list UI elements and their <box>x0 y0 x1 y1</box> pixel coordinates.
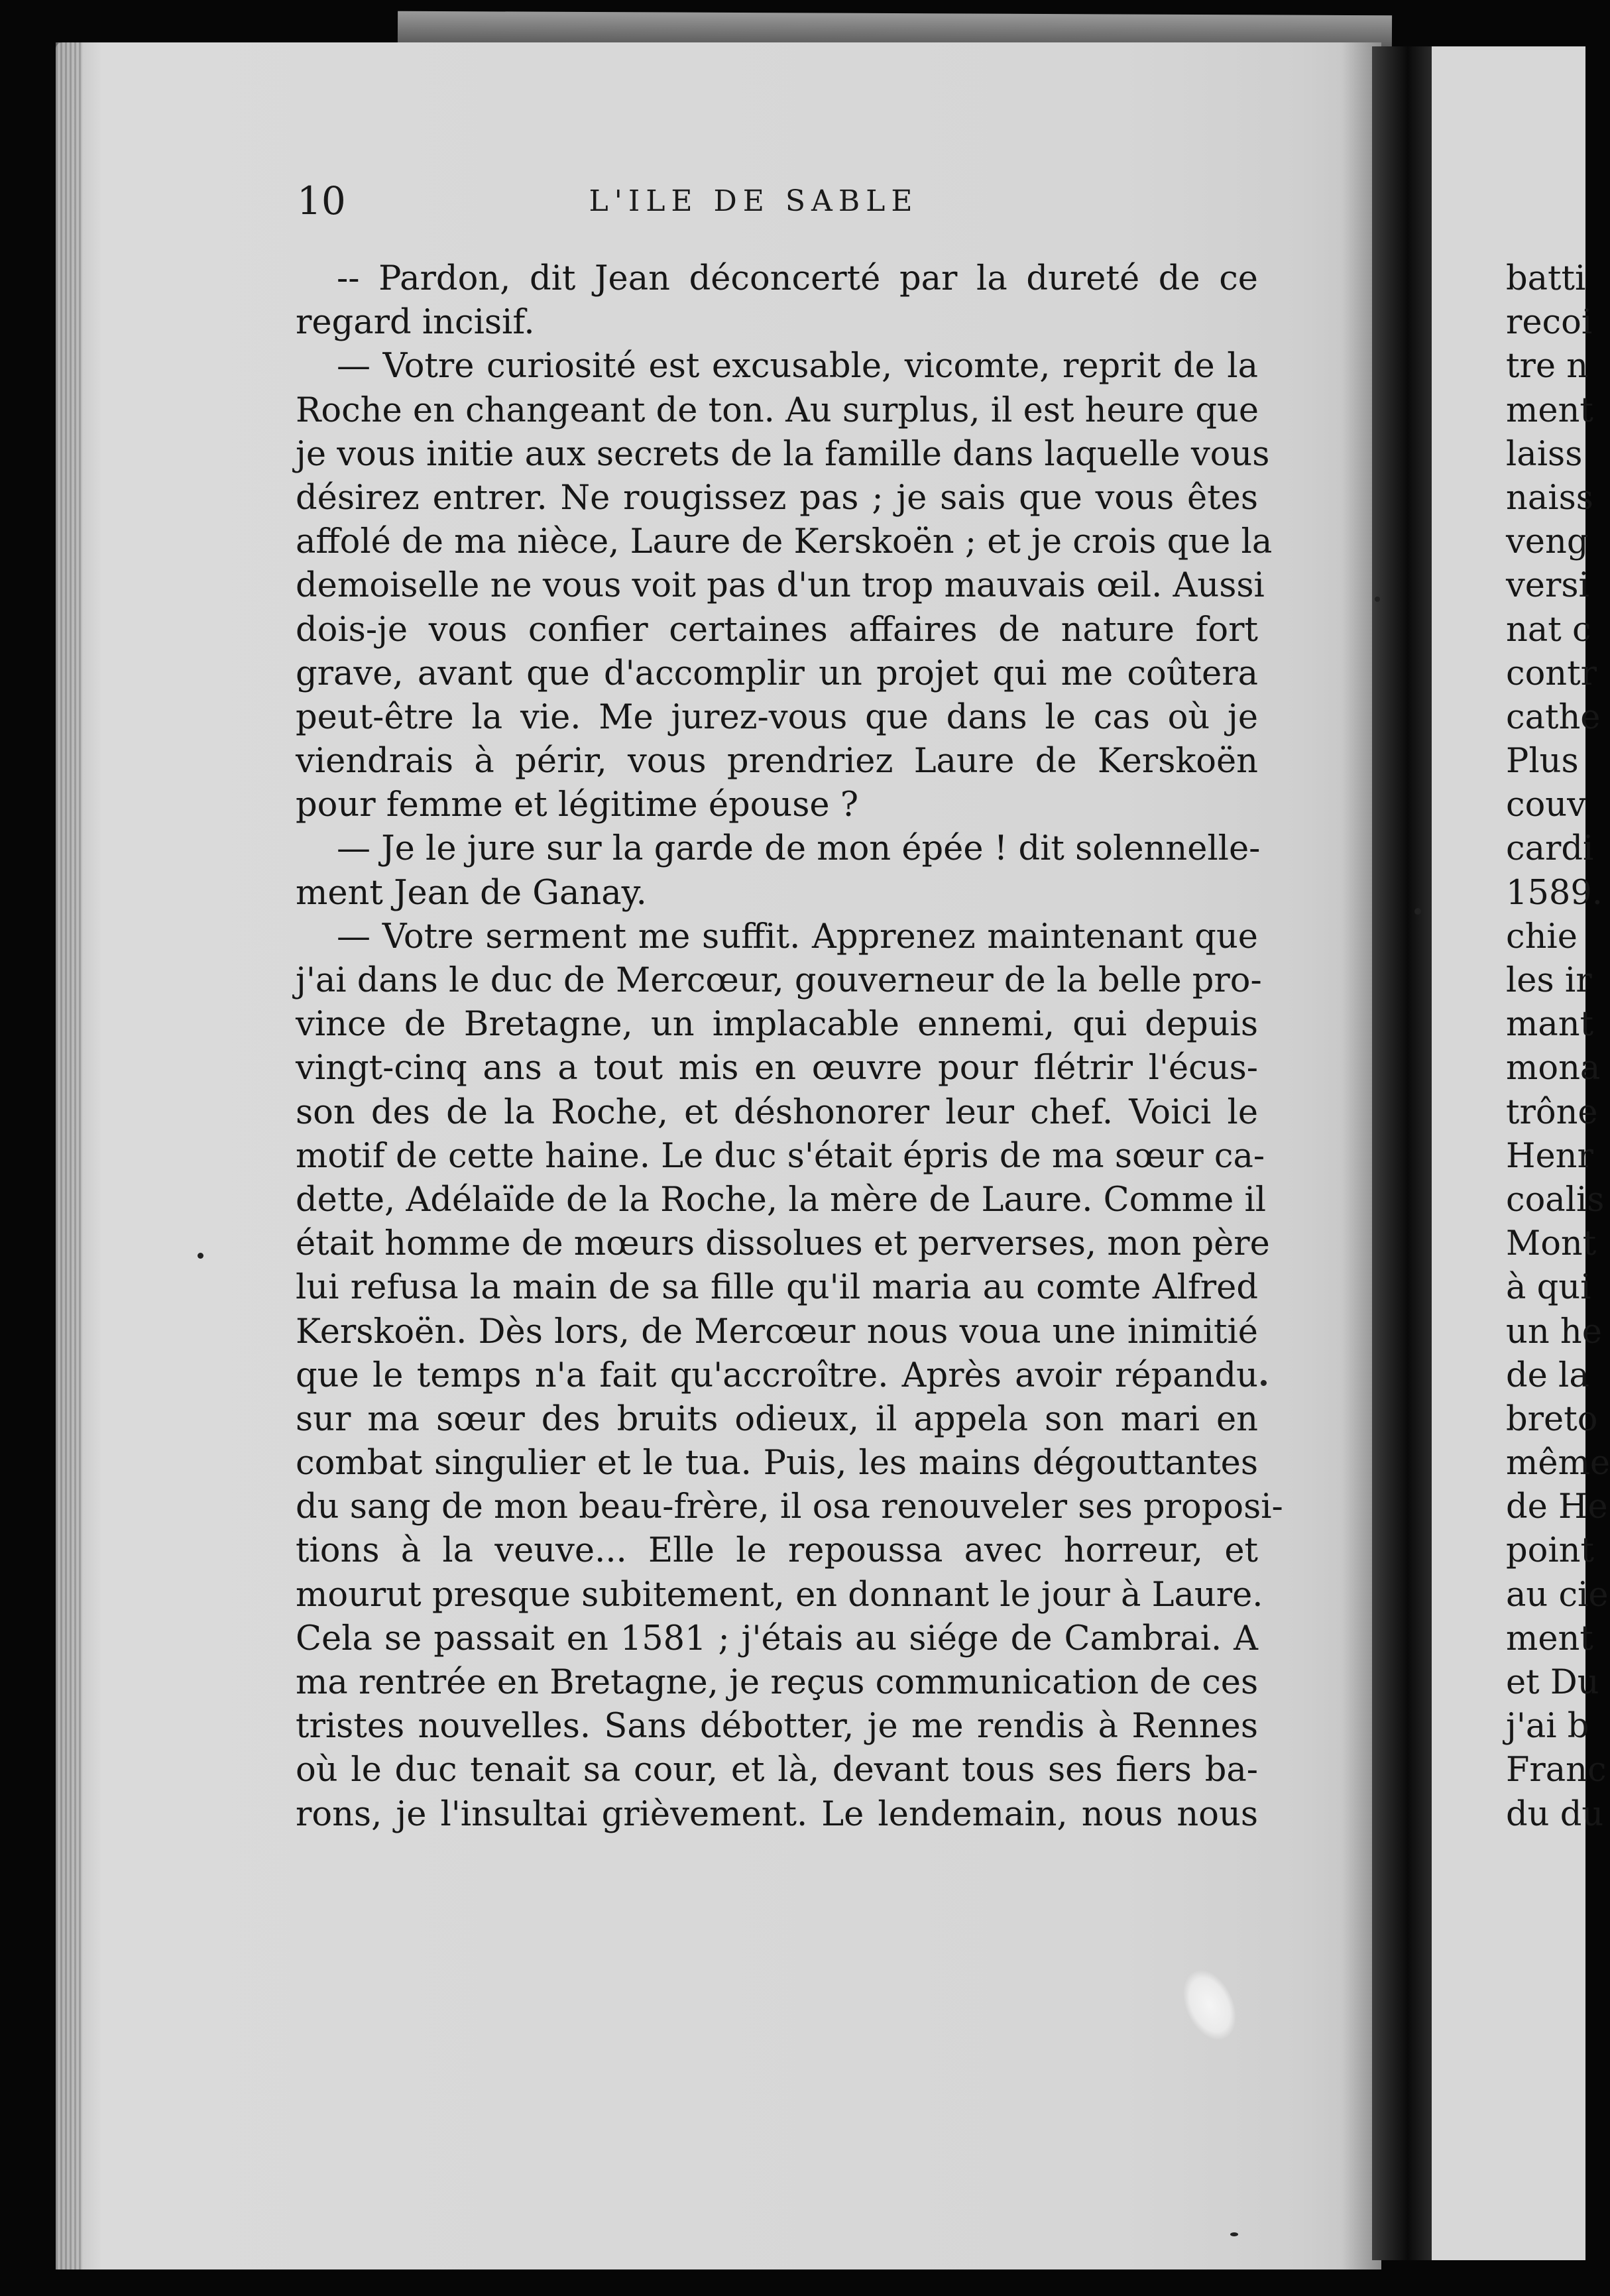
facing-text-line: chie <box>1506 917 1578 956</box>
ink-speck <box>1261 1380 1267 1386</box>
facing-text-line: Henr <box>1506 1136 1593 1176</box>
facing-text-line: cardi <box>1506 829 1594 869</box>
text-line: je vous initie aux secrets de la famille dans laquelle vous <box>296 434 1270 474</box>
text-line: grave, avant que d'accomplir un projet qui me coûtera <box>296 654 1258 693</box>
facing-text-line: veng <box>1506 522 1589 562</box>
text-line: tristes nouvelles. Sans débotter, je me rendis à Rennes <box>296 1707 1258 1747</box>
facing-text-line: laiss <box>1506 434 1583 474</box>
facing-text-line: nat c <box>1506 610 1591 650</box>
text-line: affolé de ma nièce, Laure de Kerskoën ; et je crois que la <box>296 522 1273 562</box>
facing-text-line: cathe <box>1506 697 1601 737</box>
facing-text-line: mant <box>1506 1005 1594 1045</box>
ink-speck <box>1230 2232 1238 2236</box>
facing-text-line: naiss <box>1506 478 1593 518</box>
facing-text-line: ment <box>1506 1619 1593 1658</box>
text-line: lui refusa la main de sa fille qu'il maria au comte Alfred <box>296 1268 1258 1308</box>
facing-text-line: point <box>1506 1531 1595 1571</box>
text-line: désirez entrer. Ne rougissez pas ; je sais que vous êtes <box>296 478 1258 518</box>
text-line: que le temps n'a fait qu'accroître. Après avoir répandu <box>296 1355 1258 1395</box>
facing-text-line: au cie <box>1506 1575 1609 1615</box>
facing-text-line: Mont <box>1506 1224 1597 1264</box>
page-number: 10 <box>297 178 346 223</box>
text-line: — Votre curiosité est excusable, vicomte, reprit de la <box>337 347 1258 386</box>
facing-text-line: batti <box>1506 259 1586 298</box>
text-line: dette, Adélaïde de la Roche, la mère de Laure. Comme il <box>296 1180 1267 1220</box>
text-line: motif de cette haine. Le duc s'était épris de ma sœur ca- <box>296 1136 1265 1176</box>
text-line: peut-être la vie. Me jurez-vous que dans le cas où je <box>296 697 1258 737</box>
body-text <box>296 257 1283 1837</box>
text-line: j'ai dans le duc de Mercœur, gouverneur de la belle pro- <box>296 961 1262 1000</box>
ink-speck <box>1414 908 1421 915</box>
facing-page-text <box>1506 257 1610 1837</box>
facing-text-line: et Du <box>1506 1663 1599 1702</box>
text-line: ment Jean de Ganay. <box>296 873 647 913</box>
text-line: son des de la Roche, et déshonorer leur chef. Voici le <box>296 1092 1258 1132</box>
text-line: pour femme et légitime épouse ? <box>296 785 859 825</box>
facing-text-line: breto <box>1506 1399 1598 1439</box>
facing-text-line: ment <box>1506 390 1593 430</box>
text-line: était homme de mœurs dissolues et perverses, mon père <box>296 1224 1270 1264</box>
text-line: Roche en changeant de ton. Au surplus, il est heure que <box>296 390 1259 430</box>
text-line: vince de Bretagne, un implacable ennemi, qui depuis <box>296 1005 1258 1045</box>
facing-text-line: tre n <box>1506 347 1589 386</box>
text-line: — Je le jure sur la garde de mon épée ! dit solennelle- <box>337 829 1261 869</box>
text-line: mourut presque subitement, en donnant le jour à Laure. <box>296 1575 1263 1615</box>
text-line: combat singulier et le tua. Puis, les mains dégouttantes <box>296 1444 1258 1483</box>
facing-text-line: 1589. <box>1506 873 1603 913</box>
page-header <box>241 148 1266 228</box>
text-line: demoiselle ne vous voit pas d'un trop mauvais œil. Aussi <box>296 566 1265 606</box>
facing-text-line: de la <box>1506 1355 1589 1395</box>
facing-text-line: couv <box>1506 785 1586 825</box>
facing-text-line: même <box>1506 1444 1610 1483</box>
text-line: Kerskoën. Dès lors, de Mercœur nous voua une inimitié <box>296 1312 1258 1351</box>
facing-text-line: mona <box>1506 1049 1601 1088</box>
ink-speck <box>198 1253 203 1259</box>
text-line: vingt-cinq ans a tout mis en œuvre pour flétrir l'écus- <box>296 1049 1258 1088</box>
facing-text-line: Plus <box>1506 742 1579 781</box>
text-line: du sang de mon beau-frère, il osa renouveler ses proposi- <box>296 1487 1283 1527</box>
facing-text-line: les ir <box>1506 961 1592 1000</box>
book-gutter <box>1372 46 1432 2260</box>
text-line: sur ma sœur des bruits odieux, il appela son mari en <box>296 1399 1258 1439</box>
text-line: -- Pardon, dit Jean déconcerté par la dureté de ce <box>337 259 1258 298</box>
facing-text-line: trône <box>1506 1092 1598 1132</box>
text-line: regard incisif. <box>296 303 535 343</box>
text-line: tions à la veuve... Elle le repoussa avec horreur, et <box>296 1531 1258 1571</box>
running-title: L'ILE DE SABLE <box>589 184 919 218</box>
facing-text-line: de He <box>1506 1487 1608 1527</box>
text-line: ma rentrée en Bretagne, je reçus communication de ces <box>296 1663 1259 1702</box>
text-line: rons, je l'insultai grièvement. Le lendemain, nous nous <box>296 1794 1258 1834</box>
facing-text-line: Franc <box>1506 1751 1607 1790</box>
facing-text-line: un he <box>1506 1312 1602 1351</box>
facing-text-line: coalis <box>1506 1180 1605 1220</box>
text-line: dois-je vous confier certaines affaires de nature fort <box>296 610 1258 650</box>
text-line: — Votre serment me suffit. Apprenez maintenant que <box>337 917 1258 956</box>
facing-text-line: j'ai b <box>1506 1707 1589 1747</box>
facing-text-line: du du <box>1506 1794 1604 1834</box>
facing-text-line: versi <box>1506 566 1589 606</box>
text-line: où le duc tenait sa cour, et là, devant tous ses fiers ba- <box>296 1751 1258 1790</box>
ink-speck <box>1375 597 1380 602</box>
text-line: viendrais à périr, vous prendriez Laure de Kerskoën <box>296 742 1258 781</box>
facing-text-line: contr <box>1506 654 1597 693</box>
text-line: Cela se passait en 1581 ; j'étais au siége de Cambrai. A <box>296 1619 1258 1658</box>
facing-text-line: à qui <box>1506 1268 1591 1308</box>
facing-text-line: recoi <box>1506 303 1593 343</box>
